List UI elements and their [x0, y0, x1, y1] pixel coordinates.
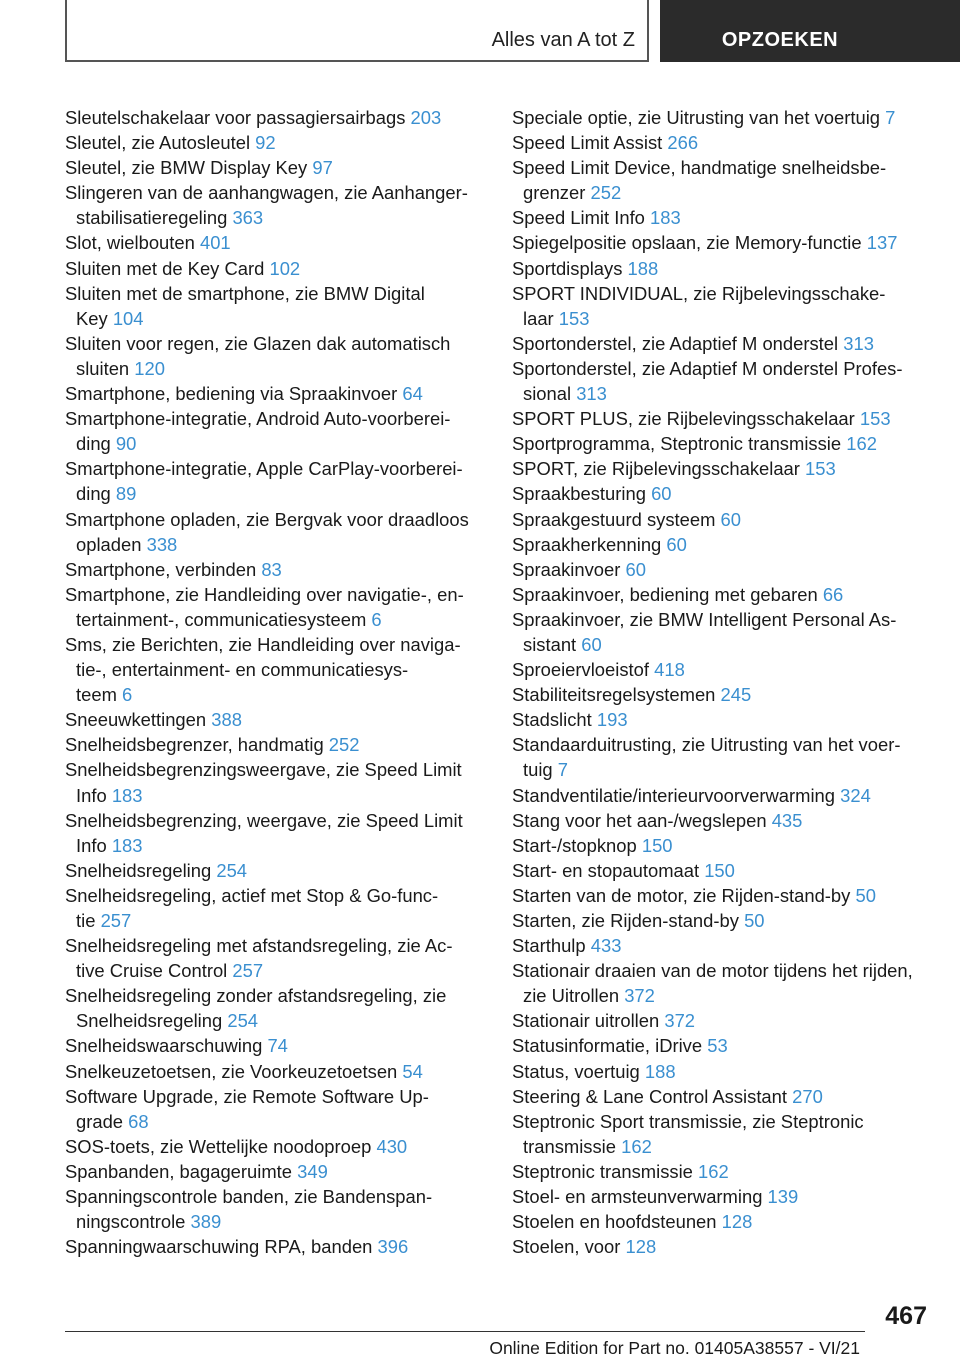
entry-text: Stang voor het aan-/wegslepen — [512, 809, 767, 831]
page-reference-link[interactable]: 7 — [557, 759, 569, 781]
index-entry — [65, 381, 485, 406]
entry-text: Status, voertuig — [512, 1060, 640, 1082]
entry-text: Key — [76, 307, 108, 329]
page-reference-link[interactable]: 128 — [625, 1236, 657, 1258]
entry-text: Starthulp — [512, 935, 586, 957]
entry-text: Sluiten met de smartphone, zie BMW Digital — [65, 282, 425, 304]
index-entry — [512, 1159, 937, 1184]
index-entry — [512, 281, 937, 331]
index-entry — [512, 507, 937, 532]
entry-text: Start-/stopknop — [512, 834, 637, 856]
section-title: Alles van A tot Z — [491, 29, 635, 51]
page-reference-link[interactable]: 68 — [128, 1110, 149, 1132]
entry-text: tuig — [523, 759, 553, 781]
index-entry — [512, 105, 937, 130]
index-entry — [512, 1008, 937, 1033]
index-entry — [512, 155, 937, 205]
index-entry — [65, 732, 485, 757]
page-reference-link[interactable]: 372 — [624, 985, 655, 1007]
entry-text: Snelkeuzetoetsen, zie Voorkeuzetoetsen — [65, 1060, 398, 1082]
index-entry — [512, 682, 937, 707]
index-entry — [512, 1059, 937, 1084]
entry-text: Stoelen en hoofdsteunen — [512, 1211, 717, 1233]
index-entry — [512, 532, 937, 557]
page-reference-link[interactable]: 188 — [644, 1060, 676, 1082]
index-entry — [65, 456, 485, 506]
entry-text: Sportprogramma, Steptronic transmissie — [512, 433, 842, 455]
index-entry — [512, 230, 937, 255]
index-entry — [512, 582, 937, 607]
page-reference-link[interactable]: 183 — [111, 784, 143, 806]
index-entry — [512, 833, 937, 858]
page-reference-link[interactable]: 90 — [115, 433, 137, 455]
page-reference-link[interactable]: 60 — [581, 633, 602, 655]
page-reference-link[interactable]: 349 — [297, 1160, 328, 1182]
entry-text: tive Cruise Control — [76, 960, 228, 982]
index-entry — [65, 331, 485, 381]
index-entry — [512, 1033, 937, 1058]
page-reference-link[interactable]: 150 — [704, 859, 735, 881]
entry-text: Snelheidsregeling — [76, 1010, 223, 1032]
entry-text: Sluiten met de Key Card — [65, 257, 265, 279]
page-reference-link[interactable]: 153 — [859, 408, 891, 430]
page-reference-link[interactable]: 54 — [402, 1060, 423, 1082]
footer-edition-text: Online Edition for Part no. 01405A38557 - VI/21 — [489, 1338, 860, 1358]
opzoeken-tab-label: OPZOEKEN — [721, 29, 839, 51]
index-entry — [65, 105, 485, 130]
entry-text: Speed Limit Info — [512, 207, 645, 229]
page-reference-link[interactable]: 60 — [720, 508, 742, 530]
footer-divider — [65, 1331, 865, 1332]
page-reference-link[interactable]: 433 — [590, 935, 622, 957]
page-reference-link[interactable]: 104 — [112, 307, 144, 329]
index-entry — [65, 557, 485, 582]
page-reference-link[interactable]: 74 — [267, 1035, 288, 1057]
index-entry — [65, 130, 485, 155]
entry-text: Snelheidsregeling zonder afstandsregeling, zie — [65, 985, 447, 1007]
index-entry — [512, 858, 937, 883]
index-entry — [512, 456, 937, 481]
entry-text: transmissie — [523, 1135, 616, 1157]
entry-text: Starten, zie Rijden-stand-by — [512, 910, 739, 931]
page-reference-link[interactable]: 153 — [805, 458, 836, 480]
entry-text: Software Upgrade, zie Remote Software Up- — [65, 1085, 429, 1107]
page-reference-link[interactable]: 6 — [371, 608, 382, 630]
entry-text: Stationair draaien van de motor tijdens het rijden, — [512, 960, 913, 982]
index-entry — [512, 1234, 937, 1259]
entry-text: Spraakinvoer, zie BMW Intelligent Personal As- — [512, 608, 897, 630]
index-entry — [512, 406, 937, 431]
page-reference-link[interactable]: 430 — [376, 1135, 408, 1157]
entry-text: zie Uitrollen — [523, 985, 620, 1007]
index-entry — [512, 205, 937, 230]
entry-text: grenzer — [523, 182, 586, 204]
entry-text: Smartphone, zie Handleiding over navigatie-, en- — [65, 583, 464, 605]
entry-text: Stoelen, voor — [512, 1236, 621, 1258]
entry-text: Spanbanden, bagageruimte — [65, 1160, 293, 1182]
page-reference-link[interactable]: 270 — [792, 1085, 823, 1107]
entry-text: Spraakgestuurd systeem — [512, 508, 716, 530]
index-entry — [512, 130, 937, 155]
page-reference-link[interactable]: 372 — [664, 1010, 696, 1032]
index-entry — [65, 632, 485, 707]
page-reference-link[interactable]: 53 — [707, 1035, 728, 1057]
page-reference-link[interactable]: 183 — [650, 207, 681, 229]
page-reference-link[interactable]: 203 — [410, 107, 442, 128]
entry-text: Smartphone opladen, zie Bergvak voor draadloos — [65, 508, 469, 530]
index-entry — [512, 356, 937, 406]
index-entry — [512, 908, 937, 933]
index-entry — [65, 1084, 485, 1134]
index-column-left — [65, 105, 485, 1259]
page-reference-link[interactable]: 162 — [846, 433, 877, 455]
entry-text: opladen — [76, 533, 142, 555]
entry-text: sional — [523, 383, 572, 405]
page-reference-link[interactable]: 193 — [596, 709, 628, 731]
entry-text: Sleutel, zie BMW Display Key — [65, 157, 308, 179]
entry-text: Start- en stopautomaat — [512, 859, 700, 881]
page-reference-link[interactable]: 266 — [667, 132, 699, 154]
index-entry — [65, 1059, 485, 1084]
page-reference-link[interactable]: 363 — [232, 207, 264, 229]
page-reference-link[interactable]: 396 — [377, 1236, 409, 1258]
page-reference-link[interactable]: 188 — [627, 257, 659, 279]
entry-text: Snelheidsregeling met afstandsregeling, zie Ac- — [65, 935, 453, 957]
entry-text: Sproeiervloeistof — [512, 659, 649, 681]
entry-text: Stadslicht — [512, 709, 592, 731]
page-reference-link[interactable]: 313 — [843, 332, 874, 354]
entry-text: laar — [523, 307, 554, 329]
page-reference-link[interactable]: 254 — [227, 1010, 259, 1032]
entry-text: Info — [76, 834, 107, 856]
entry-text: tie — [76, 910, 96, 931]
page-reference-link[interactable]: 254 — [216, 859, 248, 881]
index-entry — [512, 481, 937, 506]
entry-text: teem — [76, 684, 117, 706]
index-entry — [512, 783, 937, 808]
page-reference-link[interactable]: 60 — [666, 533, 687, 555]
entry-text: Slot, wielbouten — [65, 232, 195, 254]
index-entry — [512, 958, 937, 1008]
index-entry — [512, 331, 937, 356]
entry-text: Snelheidswaarschuwing — [65, 1035, 263, 1057]
page-number: 467 — [885, 1302, 927, 1330]
entry-text: stabilisatieregeling — [76, 207, 228, 229]
index-entry — [512, 933, 937, 958]
page-reference-link[interactable]: 89 — [115, 483, 137, 505]
entry-text: tie-, entertainment- en communicatiesys- — [76, 659, 409, 681]
entry-text: Stationair uitrollen — [512, 1010, 660, 1032]
page-reference-link[interactable]: 50 — [855, 884, 876, 906]
index-entry — [65, 883, 485, 933]
entry-text: Starten van de motor, zie Rijden-stand-by — [512, 884, 851, 906]
index-entry — [65, 808, 485, 858]
entry-text: Sportdisplays — [512, 257, 623, 279]
entry-text: Smartphone, bediening via Spraakinvoer — [65, 383, 398, 405]
entry-text: grade — [76, 1110, 124, 1132]
page-reference-link[interactable]: 50 — [744, 910, 765, 931]
page-reference-link[interactable]: 313 — [576, 383, 607, 405]
index-entry — [512, 1109, 937, 1159]
entry-text: Spanningwaarschuwing RPA, banden — [65, 1236, 373, 1258]
page-reference-link[interactable]: 389 — [190, 1211, 222, 1233]
index-entry — [65, 281, 485, 331]
page-reference-link[interactable]: 257 — [100, 910, 132, 931]
index-entry — [512, 1084, 937, 1109]
entry-text: Smartphone-integratie, Apple CarPlay-voorberei- — [65, 458, 463, 480]
page-reference-link[interactable]: 257 — [232, 960, 264, 982]
entry-text: tertainment-, communicatiesysteem — [76, 608, 367, 630]
index-entry — [512, 431, 937, 456]
page-reference-link[interactable]: 150 — [641, 834, 673, 856]
page-reference-link[interactable]: 83 — [261, 558, 282, 580]
index-entry — [512, 256, 937, 281]
page-reference-link[interactable]: 120 — [134, 357, 165, 379]
entry-text: Sleutelschakelaar voor passagiersairbags — [65, 107, 406, 128]
index-entry — [65, 983, 485, 1033]
entry-text: ningscontrole — [76, 1211, 186, 1233]
entry-text: Spraakherkenning — [512, 533, 662, 555]
index-entry — [65, 757, 485, 807]
page-reference-link[interactable]: 60 — [651, 483, 672, 505]
index-entry — [512, 1184, 937, 1209]
entry-text: ding — [76, 433, 111, 455]
entry-text: ding — [76, 483, 111, 505]
page-reference-link[interactable]: 388 — [211, 709, 242, 731]
page-reference-link[interactable]: 139 — [767, 1186, 799, 1208]
page-reference-link[interactable]: 92 — [255, 132, 276, 154]
entry-text: Steering & Lane Control Assistant — [512, 1085, 787, 1107]
entry-text: Sluiten voor regen, zie Glazen dak automatisch — [65, 332, 451, 354]
entry-text: Spraakinvoer, bediening met gebaren — [512, 583, 818, 605]
index-entry — [65, 858, 485, 883]
header-box — [65, 0, 649, 62]
entry-text: Standventilatie/interieurvoorverwarming — [512, 784, 836, 806]
index-entry — [512, 707, 937, 732]
entry-text: Snelheidsbegrenzer, handmatig — [65, 734, 324, 756]
entry-text: Snelheidsregeling — [65, 859, 212, 881]
entry-text: Spraakinvoer — [512, 558, 621, 580]
index-entry — [65, 1134, 485, 1159]
entry-text: Sportonderstel, zie Adaptief M onderstel — [512, 332, 839, 354]
entry-text: sistant — [523, 633, 577, 655]
entry-text: Sleutel, zie Autosleutel — [65, 132, 251, 154]
opzoeken-tab[interactable] — [660, 0, 960, 62]
entry-text: Steptronic Sport transmissie, zie Steptronic — [512, 1110, 864, 1132]
entry-text: Spiegelpositie opslaan, zie Memory-functie — [512, 232, 862, 254]
entry-text: Speciale optie, zie Uitrusting van het voertuig — [512, 107, 881, 128]
index-entry — [512, 808, 937, 833]
page-reference-link[interactable]: 137 — [866, 232, 898, 254]
index-entry — [65, 707, 485, 732]
page-reference-link[interactable]: 97 — [312, 157, 333, 179]
entry-text: Stoel- en armsteunverwarming — [512, 1186, 763, 1208]
index-entry — [65, 155, 485, 180]
index-column-right — [512, 105, 937, 1259]
page-reference-link[interactable]: 418 — [654, 659, 685, 681]
index-entry — [512, 557, 937, 582]
entry-text: sluiten — [76, 357, 130, 379]
index-entry — [65, 1159, 485, 1184]
entry-text: Sportonderstel, zie Adaptief M onderstel Profes- — [512, 357, 903, 379]
index-entry — [65, 256, 485, 281]
page-reference-link[interactable]: 128 — [721, 1211, 753, 1233]
page-reference-link[interactable]: 252 — [328, 734, 360, 756]
entry-text: SPORT PLUS, zie Rijbelevingsschakelaar — [512, 408, 855, 430]
entry-text: Smartphone, verbinden — [65, 558, 257, 580]
entry-text: Sms, zie Berichten, zie Handleiding over naviga- — [65, 633, 461, 655]
index-entry — [65, 1033, 485, 1058]
entry-text: SPORT, zie Rijbelevingsschakelaar — [512, 458, 800, 480]
index-entry — [65, 582, 485, 632]
entry-text: Snelheidsbegrenzingsweergave, zie Speed Limit — [65, 759, 462, 781]
entry-text: Info — [76, 784, 107, 806]
page-reference-link[interactable]: 435 — [771, 809, 803, 831]
index-entry — [512, 732, 937, 782]
index-entry — [65, 230, 485, 255]
page-reference-link[interactable]: 7 — [885, 107, 896, 128]
page-reference-link[interactable]: 162 — [621, 1135, 652, 1157]
page-reference-link[interactable]: 324 — [840, 784, 871, 806]
page-reference-link[interactable]: 6 — [122, 684, 133, 706]
index-entry — [512, 607, 937, 657]
entry-text: Stabiliteitsregelsystemen — [512, 684, 716, 706]
entry-text: Snelheidsbegrenzing, weergave, zie Speed Limit — [65, 809, 463, 831]
entry-text: Steptronic transmissie — [512, 1160, 693, 1182]
page-reference-link[interactable]: 183 — [111, 834, 143, 856]
index-entry — [65, 1234, 485, 1259]
page-reference-link[interactable]: 64 — [402, 383, 423, 405]
page-reference-link[interactable]: 252 — [590, 182, 622, 204]
page-reference-link[interactable]: 60 — [625, 558, 646, 580]
entry-text: Snelheidsregeling, actief met Stop & Go-func- — [65, 884, 439, 906]
entry-text: Spraakbesturing — [512, 483, 646, 505]
index-entry — [65, 933, 485, 983]
index-entry — [65, 507, 485, 557]
page-reference-link[interactable]: 162 — [698, 1160, 729, 1182]
entry-text: SOS-toets, zie Wettelijke noodoproep — [65, 1135, 372, 1157]
page-reference-link[interactable]: 401 — [199, 232, 231, 254]
page-reference-link[interactable]: 102 — [269, 257, 301, 279]
entry-text: Speed Limit Device, handmatige snelheidsbe- — [512, 157, 887, 179]
page-reference-link[interactable]: 338 — [146, 533, 178, 555]
entry-text: Spanningscontrole banden, zie Bandenspan- — [65, 1186, 433, 1208]
index-entry — [512, 657, 937, 682]
index-entry — [65, 406, 485, 456]
index-entry — [65, 180, 485, 230]
entry-text: Speed Limit Assist — [512, 132, 663, 154]
entry-text: Standaarduitrusting, zie Uitrusting van het voer- — [512, 734, 901, 756]
page-reference-link[interactable]: 153 — [558, 307, 590, 329]
index-entry — [512, 883, 937, 908]
entry-text: SPORT INDIVIDUAL, zie Rijbelevingsschake- — [512, 282, 886, 304]
entry-text: Sneeuwkettingen — [65, 709, 207, 731]
entry-text: Statusinformatie, iDrive — [512, 1035, 703, 1057]
entry-text: Slingeren van de aanhangwagen, zie Aanhanger- — [65, 182, 468, 204]
index-entry — [65, 1184, 485, 1234]
page-reference-link[interactable]: 66 — [822, 583, 844, 605]
index-entry — [512, 1209, 937, 1234]
page-reference-link[interactable]: 245 — [720, 684, 752, 706]
entry-text: Smartphone-integratie, Android Auto-voorberei- — [65, 408, 451, 430]
